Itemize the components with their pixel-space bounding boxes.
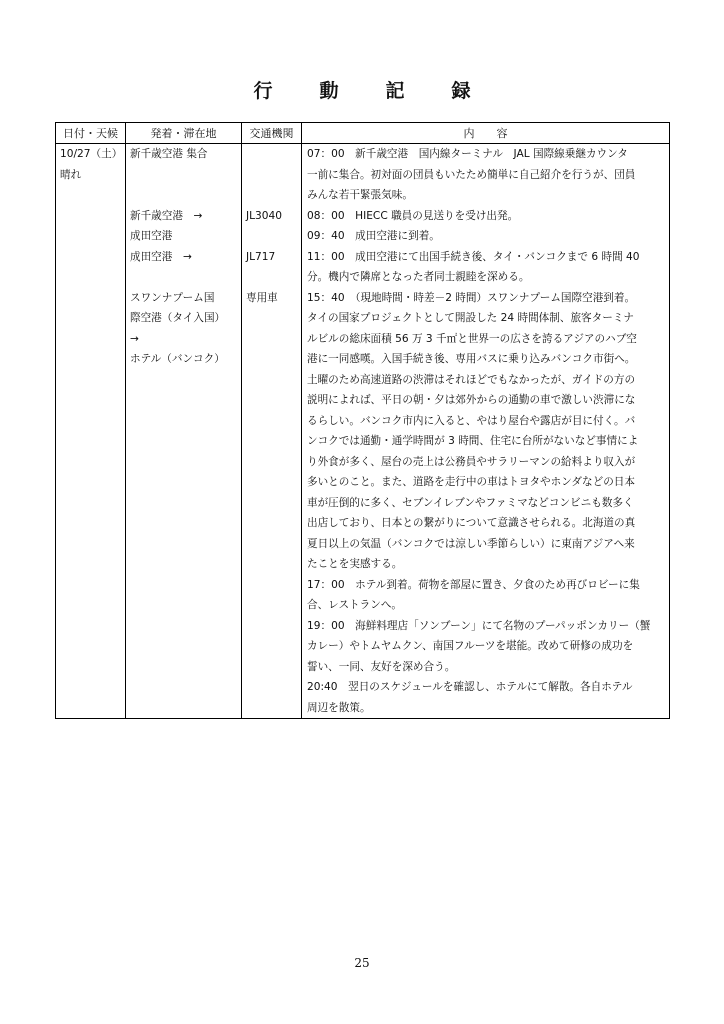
transport-cell: [242, 144, 302, 719]
content-line: ンコクでは通勤・通学時間が 3 時間、住宅に台所がないなど事情によ: [307, 435, 639, 447]
page-number: 25: [354, 956, 370, 970]
content-line: ルビルの総床面積 56 万 3 千㎡と世界一の広さを誇るアジアのハブ空: [307, 332, 637, 345]
place-cell: [126, 144, 242, 719]
content-line: 周辺を散策。: [307, 701, 371, 714]
content-line: 車が圧倒的に多く、セブンイレブンやファミマなどコンビニも数多く: [307, 496, 634, 509]
transport-line: JL717: [246, 250, 276, 263]
weather-text: 晴れ: [60, 168, 82, 181]
content-line: 20:40 翌日のスケジュールを確認し、ホテルにて解散。各自ホテル: [307, 681, 633, 693]
content-line: 一前に集合。初対面の団員もいたため簡単に自己紹介を行うが、団員: [307, 168, 636, 181]
table-row: [56, 144, 670, 719]
content-line: 19：00 海鮮料理店「ソンブーン」にて名物のプーパッポンカリー（蟹: [307, 619, 651, 632]
place-line: ホテル（バンコク）: [130, 353, 225, 365]
content-line: カレー）やトムヤムクン、南国フルーツを堪能。改めて研修の成功を: [307, 640, 634, 652]
content-line: るらしい。バンコク市内に入ると、やはり屋台や露店が目に付く。バ: [307, 414, 636, 427]
content-line: 09：40 成田空港に到着。: [307, 230, 440, 242]
content-line: たことを実感する。: [307, 558, 403, 570]
content-line: 08：00 HIECC 職員の見送りを受け出発。: [307, 209, 519, 222]
content-line: 港に一同感嘆。入国手続き後、専用バスに乗り込みバンコク市街へ。: [307, 353, 636, 365]
content-line: り外食が多く、屋台の売上は公務員やサラリーマンの給料より収入が: [307, 455, 636, 468]
place-line: 成田空港 →: [130, 250, 192, 263]
transport-line: JL3040: [246, 209, 282, 222]
content-line: タイの国家プロジェクトとして開設した 24 時間体制、旅客ターミナ: [307, 312, 635, 324]
header-place: 発着・滞在地: [126, 123, 242, 144]
header-content: 内 容: [302, 123, 670, 144]
place-line: 新千歳空港 集合: [130, 148, 208, 160]
content-line: 11：00 成田空港にて出国手続き後、タイ・バンコクまで 6 時間 40: [307, 250, 640, 263]
content-line: 誓い、一同、友好を深め合う。: [307, 660, 456, 673]
content-line: 夏日以上の気温（バンコクでは涼しい季節らしい）に東南アジアへ来: [307, 537, 635, 550]
place-line: →: [130, 332, 139, 345]
content-line: 分。機内で隣席となった者同士親睦を深める。: [307, 271, 530, 283]
transport-line: 専用車: [246, 291, 278, 304]
header-transport: 交通機関: [242, 123, 302, 144]
content-line: 説明によれば、平日の朝・夕は郊外からの通勤の車で激しい渋滞にな: [307, 394, 636, 406]
place-line: 際空港（タイ入国）: [130, 312, 226, 324]
date-text: 10/27（土）: [60, 148, 123, 160]
place-line: スワンナプーム国: [130, 291, 215, 304]
place-line: 成田空港: [130, 230, 173, 242]
content-line: 多いとのこと。また、道路を走行中の車はトヨタやホンダなどの日本: [307, 476, 635, 488]
content-line: 土曜のため高速道路の渋滞はそれほどでもなかったが、ガイドの方の: [307, 373, 636, 386]
content-cell: [302, 144, 670, 719]
content-line: みんな若干緊張気味。: [307, 189, 413, 201]
content-line: 17：00 ホテル到着。荷物を部屋に置き、夕食のため再びロビーに集: [307, 578, 640, 591]
content-line: 出店しており、日本との繋がりについて意識させられる。北海道の真: [307, 517, 636, 529]
activity-log-table: [55, 122, 670, 719]
place-line: 新千歳空港 →: [130, 209, 203, 222]
content-line: 合、レストランへ。: [307, 599, 403, 611]
content-line: 15：40 （現地時間・時差－2 時間）スワンナプーム国際空港到着。: [307, 291, 636, 304]
date-cell: [56, 144, 126, 719]
content-line: 07：00 新千歳空港 国内線ターミナル JAL 国際線乗継カウンタ: [307, 148, 628, 160]
page-title: 行 動 記 録: [253, 80, 485, 102]
header-date-weather: 日付・天候: [56, 123, 126, 144]
table-header-row: [56, 123, 670, 144]
